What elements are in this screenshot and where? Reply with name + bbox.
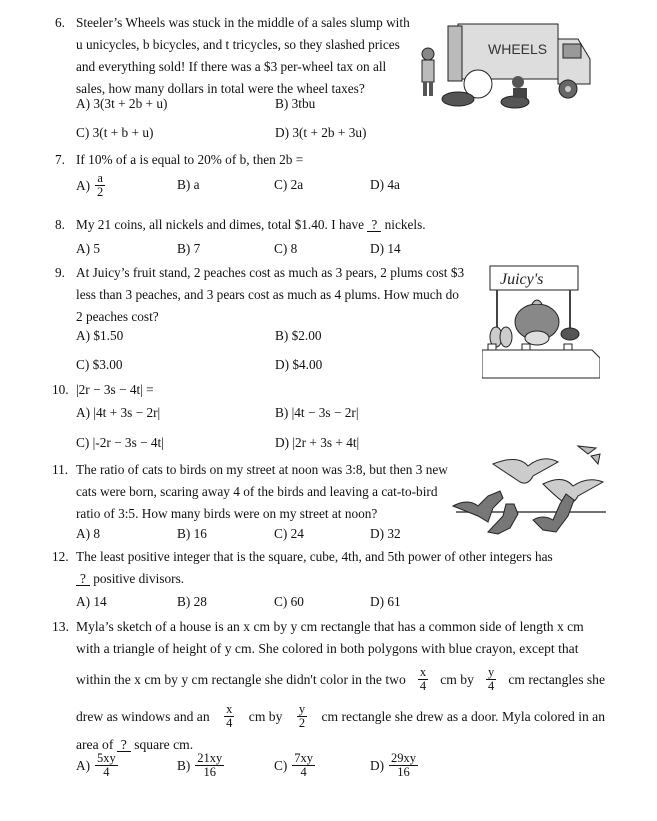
svg-text:Juicy's: Juicy's bbox=[500, 271, 544, 288]
choice-c[interactable]: C) 8 bbox=[274, 241, 298, 256]
cats-and-birds-icon bbox=[448, 436, 618, 536]
question-13: 13. Myla’s sketch of a house is an x cm by y cm rectangle that has a common side of length x cm with a triangle of height of y cm. She colored in both polygons with blue crayon, except that within the x cm by y cm rectangle she didn't color in the two $\frac{x}{4}$ cm by $\frac{y}{4}$ cm rectangles she drew as windows and an $\frac{x}{4}$ cm by $\frac{y}{2}$ cm rectangle she drew as a door. Myla colored in an area of ? square cm. bbox=[55, 616, 605, 756]
choice-a[interactable]: A) 5 bbox=[76, 241, 101, 256]
question-6 bbox=[55, 12, 425, 100]
choice-c[interactable]: C) $\frac{7xy}{4}$ bbox=[274, 751, 314, 779]
question-number: 13. bbox=[52, 619, 69, 634]
question-text-line: with a triangle of height of y cm. She colored in both polygons with blue crayon, except that bbox=[76, 641, 579, 656]
choice-d[interactable]: D) 14 bbox=[370, 241, 401, 256]
question-number: 11. bbox=[52, 462, 69, 477]
question-text-line: At Juicy’s fruit stand, 2 peaches cost as much as 3 pears, 2 plums cost $3 bbox=[76, 265, 465, 280]
choice-d[interactable]: D) $\frac{29xy}{16}$ bbox=[370, 751, 417, 779]
choice-b[interactable]: B) 7 bbox=[177, 241, 201, 256]
question-text: nickels. bbox=[384, 217, 426, 232]
choice-a[interactable]: A) $\frac{a}{2}$ bbox=[76, 171, 104, 199]
choice-c[interactable]: C) 24 bbox=[274, 526, 304, 541]
question-number: 12. bbox=[52, 549, 69, 564]
question-text-line: and everything sold! If there was a $3 per-wheel tax on all bbox=[76, 59, 387, 74]
choice-d[interactable]: D) 61 bbox=[370, 594, 401, 609]
choice-d[interactable]: D) $4.00 bbox=[275, 357, 323, 372]
choice-a[interactable]: A) 8 bbox=[76, 526, 101, 541]
question-12 bbox=[52, 546, 553, 590]
choice-b[interactable]: B) $2.00 bbox=[275, 328, 322, 343]
question-text-line: Myla’s sketch of a house is an x cm by y cm rectangle that has a common side of length x cm bbox=[76, 619, 584, 634]
choice-d[interactable]: D) 3(t + 2b + 3u) bbox=[275, 125, 367, 140]
question-text-line: Steeler’s Wheels was stuck in the middle of a sales slump with bbox=[76, 15, 410, 30]
question-text-line: sales, how many dollars in total were the wheel taxes? bbox=[76, 81, 365, 96]
choice-c[interactable]: C) 2a bbox=[274, 177, 304, 192]
choice-b[interactable]: B) 16 bbox=[177, 526, 207, 541]
question-number: 9. bbox=[55, 265, 65, 280]
choice-d[interactable]: D) 4a bbox=[370, 177, 400, 192]
svg-text:WHEELS: WHEELS bbox=[488, 41, 548, 57]
question-11 bbox=[52, 459, 455, 525]
fraction: $\frac{29xy}{16}$ bbox=[391, 751, 417, 779]
choice-b[interactable]: B) |4t − 3s − 2r| bbox=[275, 405, 359, 420]
answer-blank: ? bbox=[367, 218, 381, 232]
choice-c[interactable]: C) |-2r − 3s − 4t| bbox=[76, 435, 164, 450]
question-7 bbox=[55, 149, 303, 171]
fraction: $\frac{y}{2}$ bbox=[298, 702, 306, 730]
question-text-line: less than 3 peaches, and 3 pears cost as much as 4 plums. How much do bbox=[76, 287, 459, 302]
question-9 bbox=[55, 262, 475, 328]
question-text: positive divisors. bbox=[93, 571, 185, 586]
fraction: $\frac{21xy}{16}$ bbox=[197, 751, 223, 779]
question-text-line: ratio of 3:5. How many birds were on my street at noon? bbox=[76, 506, 378, 521]
choice-b[interactable]: B) a bbox=[177, 177, 200, 192]
choice-a[interactable]: A) 14 bbox=[76, 594, 107, 609]
choice-c[interactable]: C) $3.00 bbox=[76, 357, 123, 372]
question-text-line: cats were born, scaring away 4 of the birds and leaving a cat-to-bird bbox=[76, 484, 438, 499]
choice-a[interactable]: A) $\frac{5xy}{4}$ bbox=[76, 751, 116, 779]
question-text-line: u unicycles, b bicycles, and t tricycles, so they slashed prices bbox=[76, 37, 400, 52]
choice-a[interactable]: A) $1.50 bbox=[76, 328, 124, 343]
question-number: 6. bbox=[55, 15, 65, 30]
choice-d[interactable]: D) 32 bbox=[370, 526, 401, 541]
choice-c[interactable]: C) 60 bbox=[274, 594, 304, 609]
fraction: $\frac{7xy}{4}$ bbox=[294, 751, 314, 779]
question-8 bbox=[55, 214, 426, 236]
question-text: |2r − 3s − 4t| = bbox=[76, 382, 154, 397]
fraction: $\frac{y}{4}$ bbox=[488, 665, 495, 693]
fraction: $\frac{x}{4}$ bbox=[419, 665, 427, 693]
question-number: 7. bbox=[55, 152, 65, 167]
question-text-line: The ratio of cats to birds on my street at noon was 3:8, but then 3 new bbox=[76, 462, 448, 477]
choice-b[interactable]: B) 3tbu bbox=[275, 96, 316, 111]
choice-c[interactable]: C) 3(t + b + u) bbox=[76, 125, 154, 140]
fraction: $\frac{a}{2}$ bbox=[97, 171, 104, 199]
answer-blank: ? bbox=[117, 738, 131, 752]
choice-d[interactable]: D) |2r + 3s + 4t| bbox=[275, 435, 360, 450]
choice-a[interactable]: A) 3(3t + 2b + u) bbox=[76, 96, 168, 111]
question-number: 10. bbox=[52, 382, 69, 397]
question-number: 8. bbox=[55, 217, 65, 232]
question-text: If 10% of a is equal to 20% of b, then 2b = bbox=[76, 152, 304, 167]
choice-b[interactable]: B) $\frac{21xy}{16}$ bbox=[177, 751, 223, 779]
answer-blank: ? bbox=[76, 572, 90, 586]
choice-b[interactable]: B) 28 bbox=[177, 594, 207, 609]
question-text-line: 2 peaches cost? bbox=[76, 309, 159, 324]
fraction: $\frac{x}{4}$ bbox=[226, 702, 233, 730]
choice-a[interactable]: A) |4t + 3s − 2r| bbox=[76, 405, 161, 420]
question-text: My 21 coins, all nickels and dimes, total $1.40. I have bbox=[76, 217, 365, 232]
fraction: $\frac{5xy}{4}$ bbox=[97, 751, 116, 779]
question-text-line: The least positive integer that is the square, cube, 4th, and 5th power of other integers has bbox=[76, 549, 553, 564]
question-10 bbox=[52, 379, 154, 401]
truck-icon bbox=[418, 14, 596, 114]
fruit-stand-icon bbox=[482, 262, 600, 382]
